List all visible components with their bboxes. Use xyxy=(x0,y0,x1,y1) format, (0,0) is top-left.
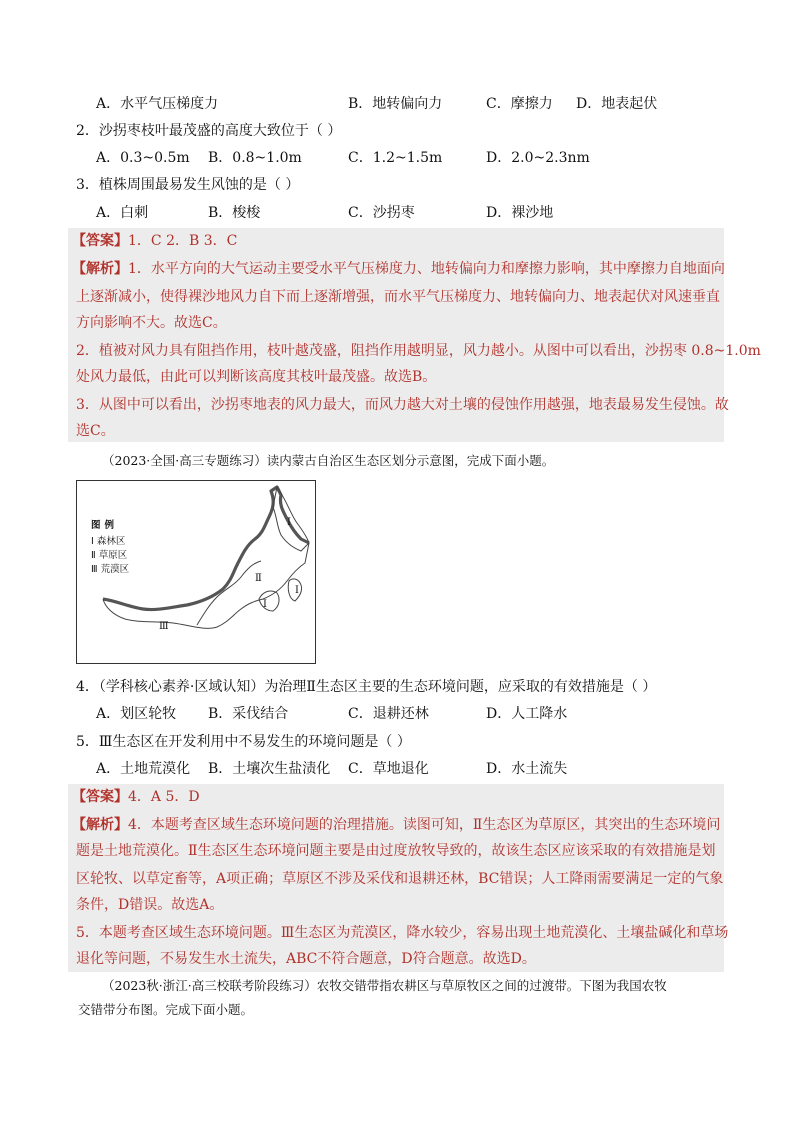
q4-option-a[interactable]: A．划区轮牧 xyxy=(96,706,177,722)
answer-1 xyxy=(72,230,237,252)
q4-stem: 4．（学科核心素养·区域认知）为治理Ⅱ生态区主要的生态环境问题，应采取的有效措施是（ ） xyxy=(76,679,657,695)
grassland-desert-boundary xyxy=(197,561,261,625)
analysis-tag: 【解析】 xyxy=(72,261,128,277)
q1-option-a[interactable]: A．水平气压梯度力 xyxy=(96,96,219,112)
q4-option-b[interactable]: B．采伐结合 xyxy=(208,706,289,722)
eco-region-map xyxy=(76,480,316,664)
q2-option-b[interactable]: B．0.8~1.0m xyxy=(208,150,302,166)
intro-2-line-2: 交错带分布图。完成下面小题。 xyxy=(78,1002,254,1017)
answer-tag: 【答案】 xyxy=(72,233,128,249)
analysis-2-line-3: 区轮牧、以草定畜等，A项正确；草原区不涉及采伐和退耕还林，BC错误；人工降雨需要满足一定的气象 xyxy=(76,871,724,887)
q3-option-a[interactable]: A．白刺 xyxy=(96,205,149,221)
q1-option-c[interactable]: C．摩擦力 xyxy=(486,96,553,112)
map-legend xyxy=(91,519,129,577)
analysis-text: 4．本题考查区域生态环境问题的治理措施。读图可知，Ⅱ生态区为草原区，其突出的生态环境问 xyxy=(128,817,721,833)
q1-option-b[interactable]: B．地转偏向力 xyxy=(348,96,443,112)
analysis-1-line-7: 选C。 xyxy=(76,423,115,439)
answer-tag: 【答案】 xyxy=(72,789,128,805)
q4-option-c[interactable]: C．退耕还林 xyxy=(348,706,429,722)
region-label-desert: Ⅲ xyxy=(159,621,169,632)
region-label-forest-north: Ⅰ xyxy=(287,517,291,528)
answer-text: 1．C 2．B 3．C xyxy=(128,233,238,249)
q3-option-c[interactable]: C．沙拐枣 xyxy=(348,205,415,221)
q2-option-d[interactable]: D．2.0~2.3nm xyxy=(486,150,590,166)
q1-option-d[interactable]: D．地表起伏 xyxy=(576,96,658,112)
legend-title: 图例 xyxy=(91,520,119,531)
forest-region-outline-3 xyxy=(259,591,279,611)
analysis-1-line-6: 3．从图中可以看出，沙拐枣地表的风力最大，而风力越大对土壤的侵蚀作用越强，地表最易发生侵蚀。故 xyxy=(76,397,729,413)
q3-option-b[interactable]: B．梭梭 xyxy=(208,205,261,221)
q5-option-d[interactable]: D．水土流失 xyxy=(486,761,568,777)
answer-2 xyxy=(72,786,200,808)
analysis-1-line-3: 方向影响不大。故选C。 xyxy=(76,315,227,331)
legend-item-desert: Ⅲ 荒漠区 xyxy=(91,564,130,575)
q5-option-b[interactable]: B．土壤次生盐渍化 xyxy=(208,761,331,777)
answer-text: 4．A 5．D xyxy=(128,789,200,805)
intro-1: （2023·全国·高三专题练习）读内蒙古自治区生态区划分示意图，完成下面小题。 xyxy=(102,453,555,468)
q2-option-a[interactable]: A．0.3~0.5m xyxy=(96,150,190,166)
analysis-1-line-5: 处风力最低，由此可以判断该高度其枝叶最茂盛。故选B。 xyxy=(76,369,437,385)
analysis-1-line-2: 上逐渐减小，使得裸沙地风力自下而上逐渐增强，而水平气压梯度力、地转偏向力、地表起伏对风速垂直 xyxy=(76,289,720,305)
analysis-1-line-4: 2．植被对风力具有阻挡作用，枝叶越茂盛，阻挡作用越明显，风力越小。从图中可以看出，沙拐枣 0.8~1.0m xyxy=(76,343,761,359)
region-label-forest-east: Ⅰ xyxy=(295,585,299,596)
analysis-2-line-4: 条件，D错误。故选A。 xyxy=(76,897,224,913)
legend-item-grassland: Ⅱ 草原区 xyxy=(91,550,128,561)
region-label-forest-center: Ⅰ xyxy=(263,599,267,610)
q4-option-d[interactable]: D．人工降水 xyxy=(486,706,568,722)
q2-option-c[interactable]: C．1.2~1.5m xyxy=(348,150,443,166)
analysis-text: 1．水平方向的大气运动主要受水平气压梯度力、地转偏向力和摩擦力影响，其中摩擦力自地面向 xyxy=(128,261,725,277)
q5-stem: 5．Ⅲ生态区在开发利用中不易发生的环境问题是（ ） xyxy=(76,734,411,750)
analysis-tag: 【解析】 xyxy=(72,817,128,833)
analysis-1-line-1 xyxy=(72,258,725,280)
region-boundary-thick xyxy=(103,487,309,610)
q2-stem: 2．沙拐枣枝叶最茂盛的高度大致位于（ ） xyxy=(76,123,342,139)
region-label-grassland: Ⅱ xyxy=(255,573,262,584)
region-boundary-outer xyxy=(103,543,309,628)
analysis-2-line-5: 5．本题考查区域生态环境问题。Ⅲ生态区为荒漠区，降水较少，容易出现土地荒漠化、土壤盐碱化和草场 xyxy=(76,925,729,941)
analysis-2-line-6: 退化等问题，不易发生水土流失，ABC不符合题意，D符合题意。故选D。 xyxy=(76,951,536,967)
q3-option-d[interactable]: D．裸沙地 xyxy=(486,205,554,221)
q5-option-a[interactable]: A．土地荒漠化 xyxy=(96,761,191,777)
analysis-2-line-2: 题是土地荒漠化。Ⅱ生态区生态环境问题主要是由过度放牧导致的，故该生态区应该采取的有效措施是划 xyxy=(76,843,716,859)
intro-2-line-1: （2023秋·浙江·高三校联考阶段练习）农牧交错带指农耕区与草原牧区之间的过渡带。下图为我国农牧 xyxy=(102,978,667,993)
analysis-2-line-1 xyxy=(72,814,720,836)
q5-option-c[interactable]: C．草地退化 xyxy=(348,761,429,777)
legend-item-forest: Ⅰ 森林区 xyxy=(91,536,126,547)
q3-stem: 3．植株周围最易发生风蚀的是（ ） xyxy=(76,177,300,193)
